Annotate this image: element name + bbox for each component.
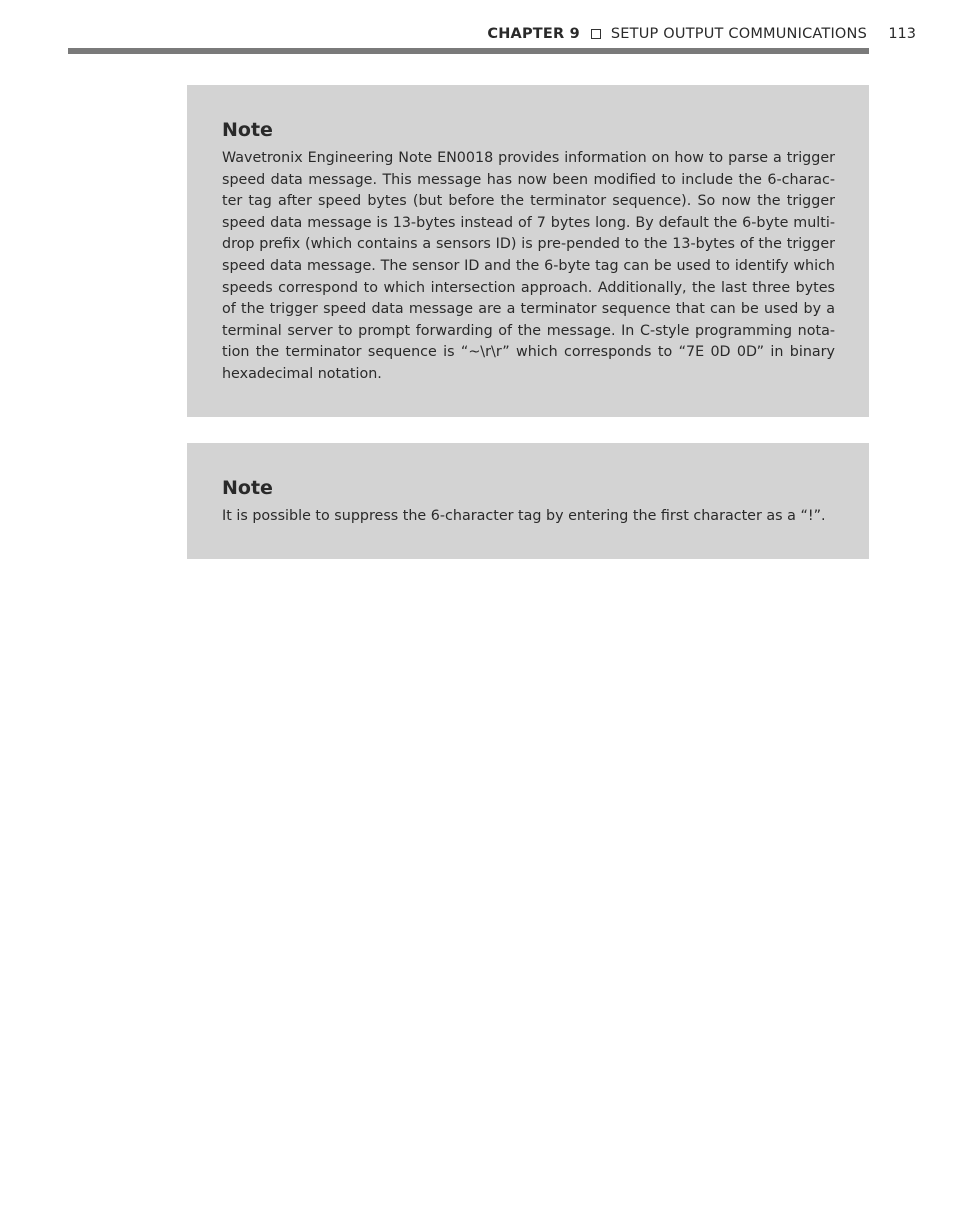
page-number: 113 <box>888 26 916 42</box>
note-heading: Note <box>222 119 273 141</box>
square-separator-icon <box>591 29 601 39</box>
note-box <box>187 443 869 559</box>
section-title: SETUP OUTPUT COMMUNICATIONS <box>610 26 867 42</box>
note-body: Wavetronix Engineering Note EN0018 provides information on how to parse a trigger speed data message. This message has now been modified to include the 6-character tag after speed bytes (but before the terminator sequence). So now the trigger speed data message is 13-bytes instead of 7 bytes long. By default the 6-byte multidrop prefix (which contains a sensors ID) is pre-pended to the 13-bytes of the trigger speed data message. The sensor ID and the 6-byte tag can be used to identify which speeds correspond to which intersection approach. Additionally, the last three bytes of the trigger speed data message are a terminator sequence that can be used by a terminal server to prompt forwarding of the message. In C-style programming notation the terminator sequence is “~\r\r” which corresponds to “7E 0D 0D” in binary hexadecimal notation. <box>222 150 835 382</box>
note-heading: Note <box>222 477 273 499</box>
running-header <box>0 26 954 46</box>
header-rule <box>68 48 869 54</box>
chapter-heading <box>487 26 867 42</box>
note-body: It is possible to suppress the 6-character tag by entering the first character as a “!”. <box>222 508 826 524</box>
note-box <box>187 85 869 417</box>
chapter-label: CHAPTER 9 <box>487 26 580 42</box>
